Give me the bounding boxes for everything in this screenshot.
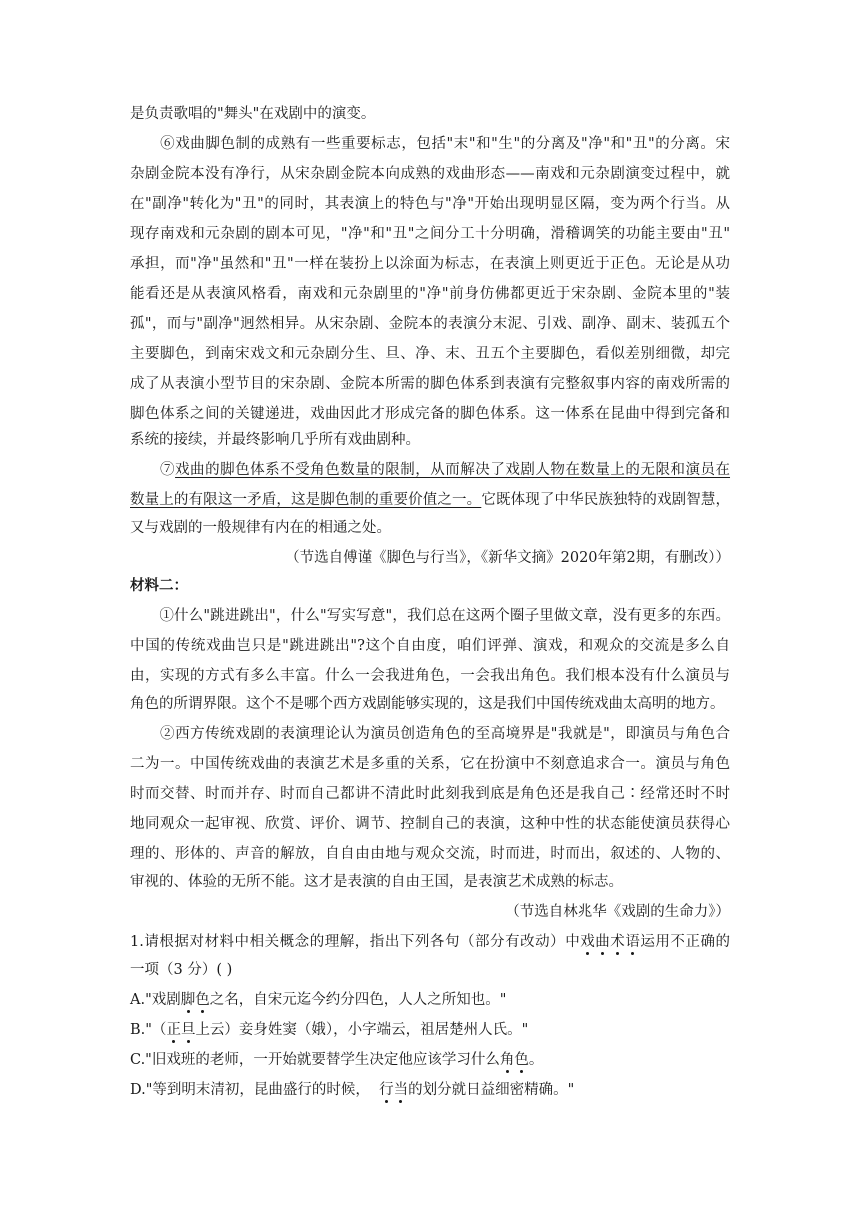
- text-line: 审视的、体验的无所不能。这才是表演的自由王国，是表演艺术成熟的标志。: [130, 874, 623, 890]
- text-line: 孤"，而与"副净"迥然相异。从宋杂剧、金院本的表演分末泥、引戏、副净、副末、装孤五个: [130, 316, 730, 332]
- source-citation-2: （节选自林兆华《戏剧的生命力》）: [505, 904, 730, 920]
- option-c: C."旧戏班的老师，一开始就要替学生决定他应该学习什么角色。: [130, 1052, 544, 1068]
- text-line: 由，实现的方式有多么丰富。什么一会我进角色，一会我出角色。我们根本没有什么演员与: [130, 668, 730, 684]
- text-line: ②西方传统戏剧的表演理论认为演员创造角色的至高境界是"我就是"，即演员与角色合: [130, 726, 730, 742]
- paragraph-7-line-3: 又与戏剧的一般规律有内在的相通之处。: [130, 520, 391, 536]
- question-stem-cont: 一项（3 分）( ): [130, 962, 233, 978]
- emphasis-char: 色: [514, 1052, 529, 1068]
- text-line: 杂剧金院本没有净行，从宋杂剧金院本向成熟的戏曲形态——南戏和元杂剧演变过程中，就: [130, 166, 730, 182]
- emphasis-char: 术: [610, 934, 626, 950]
- text-line: 地同观众一起审视、欣赏、评价、调节、控制自己的表演，这种中性的状态能使演员获得心: [130, 816, 730, 832]
- text-line: ⑥戏曲脚色制的成熟有一些重要标志，包括"末"和"生"的分离及"净"和"丑"的分离。宋: [130, 136, 730, 152]
- text-line: 系统的接续，并最终影响几乎所有戏曲剧种。: [130, 432, 420, 448]
- emphasis-dotted-term: [379, 1082, 408, 1098]
- text-line: 时而交替、时而并存、时而自己都讲不清此时此刻我到底是角色还是我自己∶经常还时不时: [130, 786, 730, 802]
- paragraph-7-line-1: ⑦戏曲的脚色体系不受角色数量的限制，从而解决了戏剧人物在数量上的无限和演员在: [130, 462, 731, 478]
- paragraph-7-line-2: 数量上的有限这一矛盾，这是脚色制的重要价值之一。它既体现了中华民族独特的戏剧智慧，: [130, 492, 731, 508]
- emphasis-dotted-term: [500, 1052, 529, 1068]
- source-citation-1: （节选自傅谨《脚色与行当》，《新华文摘》2020年第2期，有删改））: [285, 550, 730, 566]
- emphasis-char: 曲: [595, 934, 611, 950]
- text-line: 角色的所谓界限。这个不是哪个西方戏剧能够实现的，这是我们中国传统戏曲太高明的地方。: [130, 696, 725, 712]
- option-a: A."戏剧脚色之名，自宋元迄今约分四色，人人之所知也。": [130, 992, 507, 1008]
- option-d: D."等到明末清初，昆曲盛行的时候， 行当的划分就日益细密精确。": [130, 1082, 575, 1098]
- emphasis-char: 戏: [580, 934, 596, 950]
- text-line: 二为一。中国传统戏曲的表演艺术是多重的关系，它在扮演中不刻意追求合一。演员与角色: [130, 756, 730, 772]
- emphasis-char: 正: [166, 1022, 181, 1038]
- emphasis-char: 角: [499, 1052, 515, 1068]
- text-line: 在"副净"转化为"丑"的同时，其表演上的特色与"净"开始出现明显区隔，变为两个行当。从: [130, 196, 730, 212]
- emphasis-char: 当: [393, 1082, 409, 1098]
- text-line: 是负责歌唱的"舞头"在戏剧中的演变。: [130, 106, 376, 122]
- text-line: 理的、形体的、声音的解放，自自由由地与观众交流，时而进，时而出，叙述的、人物的、: [130, 846, 730, 862]
- text-line: 主要脚色，到南宋戏文和元杂剧分生、旦、净、末、丑五个主要脚色，看似差别细微，却完: [130, 346, 730, 362]
- emphasis-dotted-term: [166, 1022, 195, 1038]
- emphasis-char: 行: [379, 1082, 394, 1098]
- text-line: 中国的传统戏曲岂只是"跳进跳出"?这个自由度，咱们评弹、演戏，和观众的交流是多么自: [130, 638, 730, 654]
- emphasis-char: 色: [195, 992, 210, 1008]
- text-line: 现存南戏和元杂剧的剧本可见，"净"和"丑"之间分工十分明确，滑稽调笑的功能主要由"丑": [130, 226, 730, 242]
- material-2-heading: 材料二：: [130, 577, 188, 594]
- underlined-sentence: 数量上的有限这一矛盾，这是脚色制的重要价值之一。: [130, 492, 482, 508]
- text-line: 成了从表演小型节目的宋杂剧、金院本所需的脚色体系到表演有完整叙事内容的南戏所需的: [130, 376, 730, 392]
- text-line: 脚色体系之间的关键递进，戏曲因此才形成完备的脚色体系。这一体系在昆曲中得到完备和: [130, 406, 730, 422]
- text-line: ①什么"跳进跳出"，什么"写实写意"，我们总在这两个圈子里做文章，没有更多的东西。: [130, 608, 730, 624]
- emphasis-char: 旦: [180, 1022, 196, 1038]
- emphasis-dotted-term: [580, 934, 640, 950]
- option-b: B."（正旦上云）妾身姓窦（娥），小字端云，祖居楚州人氏。": [130, 1022, 529, 1038]
- underlined-sentence: 戏曲的脚色体系不受角色数量的限制，从而解决了戏剧人物在数量上的无限和演员在: [175, 462, 731, 478]
- text-line: 能看还是从表演风格看，南戏和元杂剧里的"净"前身仿佛都更近于宋杂剧、金院本里的"装: [130, 286, 730, 302]
- question-stem: 1.请根据对材料中相关概念的理解，指出下列各句（部分有改动）中戏曲术语运用不正确的: [130, 934, 731, 950]
- emphasis-dotted-term: [181, 992, 210, 1008]
- emphasis-char: 脚: [180, 992, 196, 1008]
- text-line: 承担，而"净"虽然和"丑"一样在装扮上以涂面为标志，在表演上则更近于正色。无论是从功: [130, 256, 730, 272]
- emphasis-char: 语: [625, 934, 641, 950]
